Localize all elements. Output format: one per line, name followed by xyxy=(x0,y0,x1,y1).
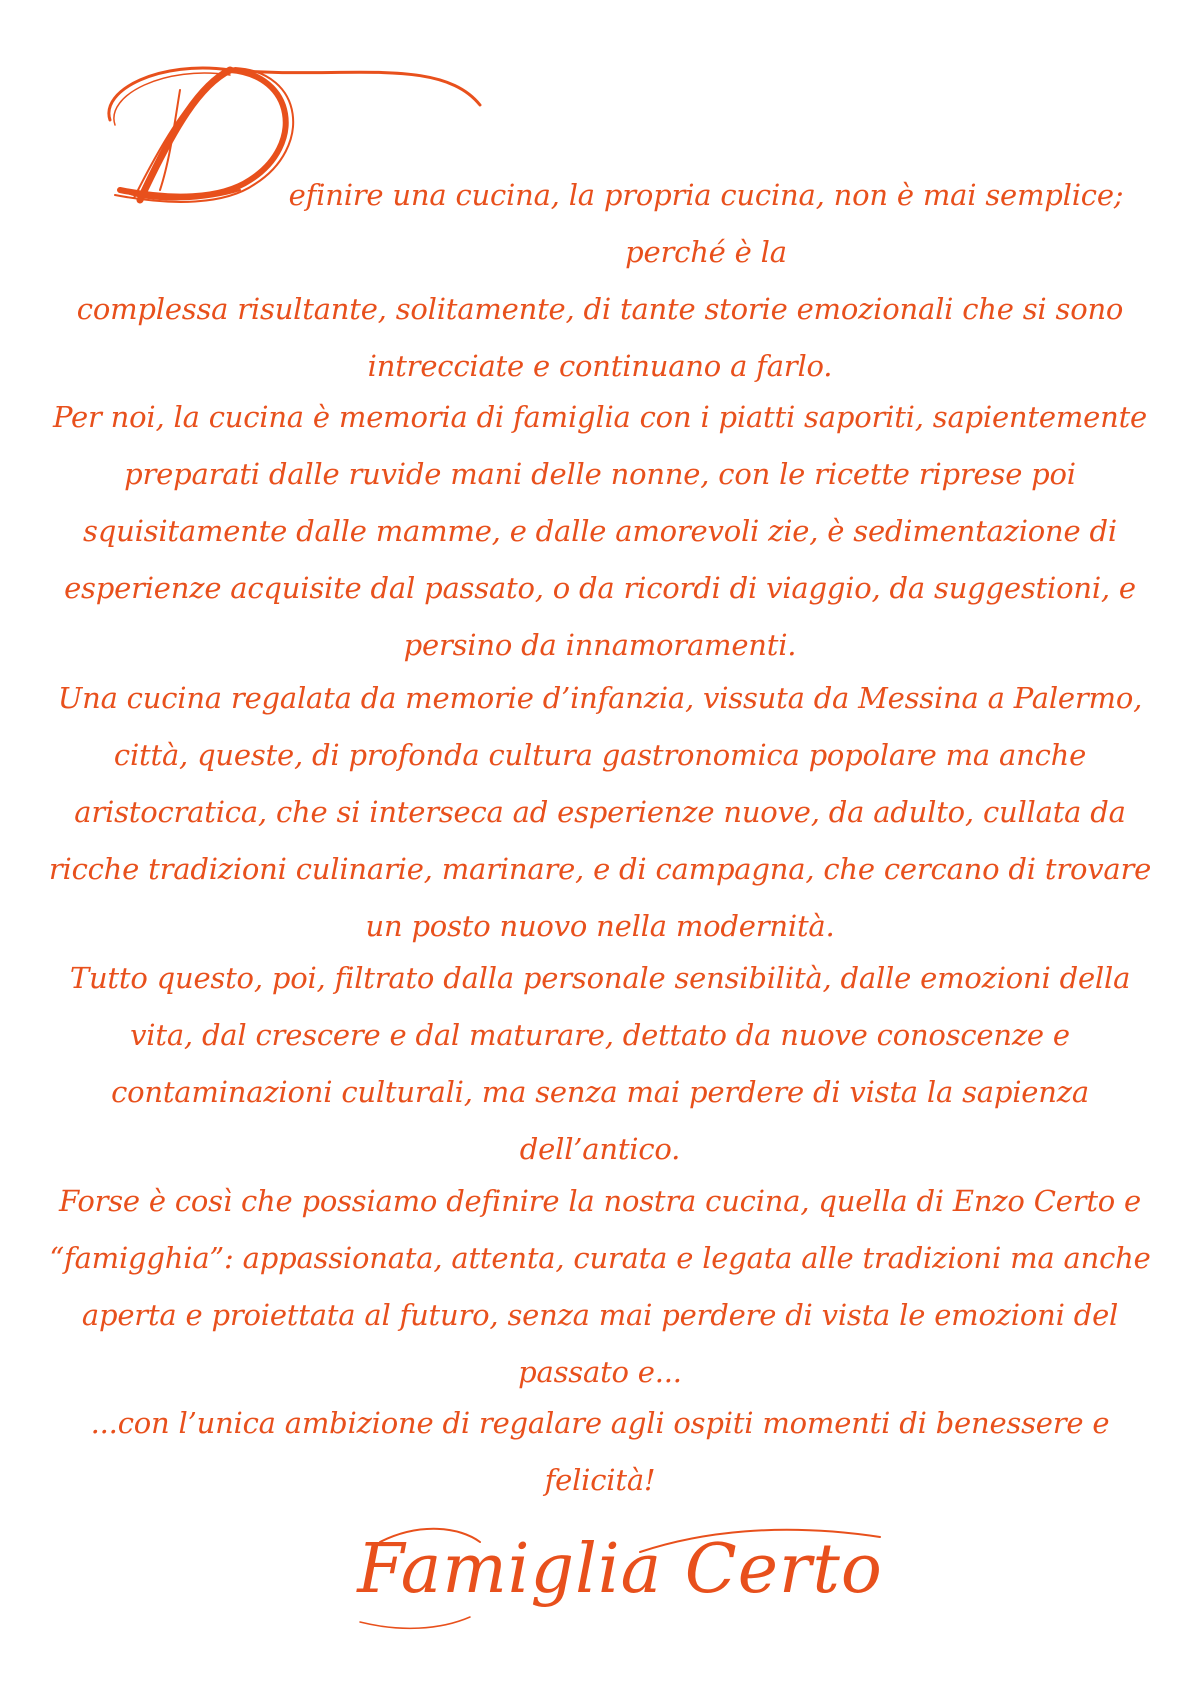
paragraph-intro-rest: complessa risultante, solitamente, di tante storie emozionali che si sono intrecciate e continuano a farlo. xyxy=(76,292,1124,383)
paragraph-ambition: ...con l’unica ambizione di regalare agli ospiti momenti di benessere e felicità! xyxy=(90,1406,1110,1497)
paragraph-definition: Forse è così che possiamo definire la nostra cucina, quella di Enzo Certo e “famigghia”: appassionata, attenta, curata e legata alle tradizioni ma anche aperta e proiettata al futuro, senza mai perdere di vista le emozioni del passato e... xyxy=(49,1184,1151,1389)
paragraph-childhood: Una cucina regalata da memorie d’infanzia, vissuta da Messina a Palermo, città, queste, di profonda cultura gastronomica popolare ma anche aristocratica, che si interseca ad esperienze nuove, da adulto, cullata da ricche tradizioni culinarie, marinare, e di campagna, che cercano di trovare un posto nuovo nella modernità. xyxy=(48,681,1152,943)
paragraph-intro xyxy=(38,167,1162,395)
paragraph-intro-first-line: efinire una cucina, la propria cucina, non è mai semplice; perché è la xyxy=(288,178,1124,269)
signature xyxy=(340,1512,900,1642)
signature-text: Famiglia Certo xyxy=(357,1530,883,1609)
paragraph-sensibility: Tutto questo, poi, filtrato dalla personale sensibilità, dalle emozioni della vita, dal crescere e dal maturare, dettato da nuove conoscenze e contaminazioni culturali, ma senza mai perdere di vista la sapienza dell’antico. xyxy=(69,961,1131,1166)
paragraph-memory: Per noi, la cucina è memoria di famiglia con i piatti saporiti, sapientemente preparati dalle ruvide mani delle nonne, con le ricette riprese poi squisitamente dalle mamme, e dalle amorevoli zie, è sedimentazione di esperienze acquisite dal passato, o da ricordi di viaggio, da suggestioni, e persino da innamoramenti. xyxy=(53,400,1147,662)
